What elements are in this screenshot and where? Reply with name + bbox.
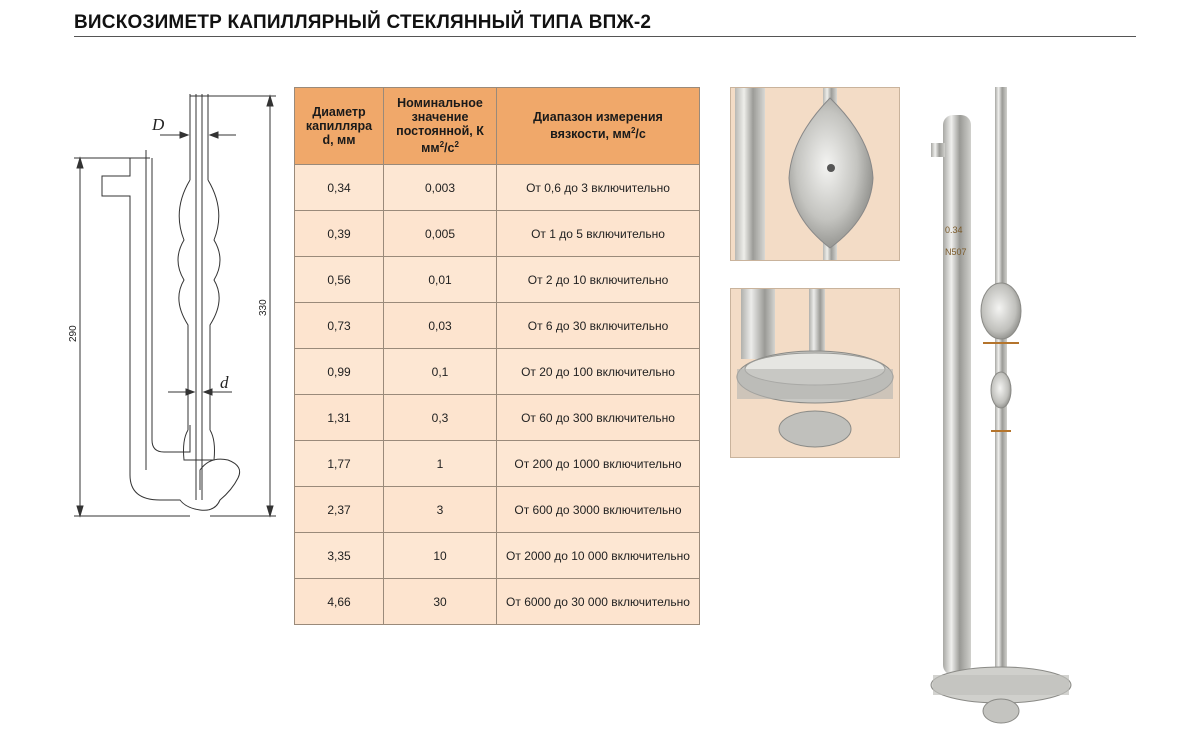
cell-range: От 0,6 до 3 включительно <box>497 165 700 211</box>
photo-viscometer-full <box>925 85 1075 725</box>
glass-marking-1: 0.34 <box>945 225 963 235</box>
spec-table <box>294 87 700 625</box>
table-row <box>295 579 700 625</box>
cell-constant: 0,1 <box>384 349 497 395</box>
table-row <box>295 303 700 349</box>
table-row <box>295 349 700 395</box>
header-range: Диапазон измерения вязкости, $мм^2/с$ <box>497 88 700 165</box>
cell-constant: 0,005 <box>384 211 497 257</box>
cell-range: От 2 до 10 включительно <box>497 257 700 303</box>
cell-diameter: 0,56 <box>295 257 384 303</box>
cell-diameter: 0,73 <box>295 303 384 349</box>
cell-range: От 60 до 300 включительно <box>497 395 700 441</box>
photo-bulb-closeup <box>730 87 900 261</box>
cell-range: От 600 до 3000 включительно <box>497 487 700 533</box>
label-d: d <box>220 373 229 392</box>
header-diameter: Диаметр капилляра d, мм <box>295 88 384 165</box>
cell-constant: 0,003 <box>384 165 497 211</box>
table-row <box>295 165 700 211</box>
cell-constant: 30 <box>384 579 497 625</box>
table-row <box>295 395 700 441</box>
cell-range: От 2000 до 10 000 включительно <box>497 533 700 579</box>
label-D: D <box>152 115 165 134</box>
cell-range: От 6 до 30 включительно <box>497 303 700 349</box>
cell-diameter: 3,35 <box>295 533 384 579</box>
table-row <box>295 211 700 257</box>
dimension-290: 290 <box>68 325 79 342</box>
cell-constant: 3 <box>384 487 497 533</box>
cell-range: От 6000 до 30 000 включительно <box>497 579 700 625</box>
cell-diameter: 2,37 <box>295 487 384 533</box>
cell-diameter: 0,34 <box>295 165 384 211</box>
dimension-330: 330 <box>258 299 269 316</box>
cell-range: От 20 до 100 включительно <box>497 349 700 395</box>
cell-constant: 0,03 <box>384 303 497 349</box>
cell-diameter: 0,99 <box>295 349 384 395</box>
table-row <box>295 533 700 579</box>
cell-diameter: 1,77 <box>295 441 384 487</box>
table-row <box>295 257 700 303</box>
cell-range: От 200 до 1000 включительно <box>497 441 700 487</box>
glass-marking-2: N507 <box>945 247 967 257</box>
cell-constant: 10 <box>384 533 497 579</box>
technical-drawing <box>60 80 300 530</box>
cell-constant: 0,01 <box>384 257 497 303</box>
table-row <box>295 441 700 487</box>
cell-constant: 1 <box>384 441 497 487</box>
table-row <box>295 487 700 533</box>
header-constant: Номинальное значение постоянной, К $мм^2/с^2$ <box>384 88 497 165</box>
cell-diameter: 0,39 <box>295 211 384 257</box>
cell-range: От 1 до 5 включительно <box>497 211 700 257</box>
cell-constant: 0,3 <box>384 395 497 441</box>
title-rule <box>74 36 1136 37</box>
table-header-row <box>295 88 700 165</box>
photo-base-closeup <box>730 288 900 458</box>
cell-diameter: 1,31 <box>295 395 384 441</box>
cell-diameter: 4,66 <box>295 579 384 625</box>
page-title: ВИСКОЗИМЕТР КАПИЛЛЯРНЫЙ СТЕКЛЯННЫЙ ТИПА ВПЖ-2 <box>74 12 652 33</box>
